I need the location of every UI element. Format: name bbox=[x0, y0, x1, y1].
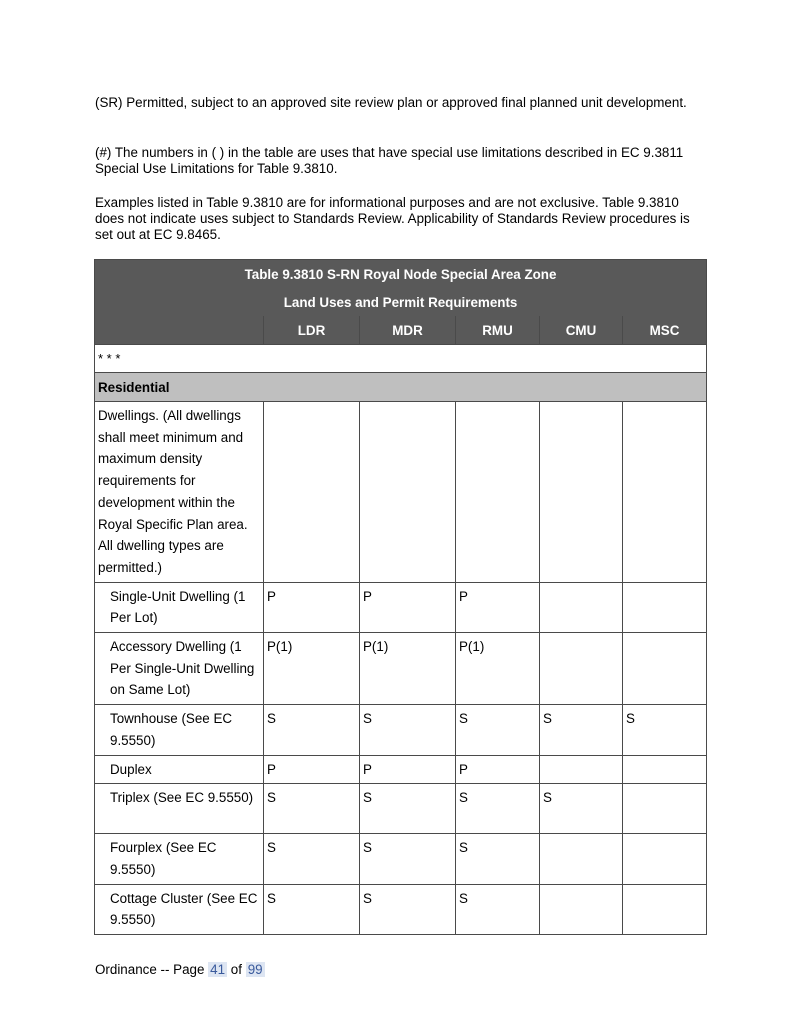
permit-cell bbox=[540, 402, 623, 583]
permit-cell: P bbox=[456, 755, 540, 784]
permit-cell: P bbox=[456, 582, 540, 632]
column-header-mdr: MDR bbox=[360, 316, 456, 345]
table-row bbox=[95, 705, 707, 755]
permit-cell bbox=[540, 633, 623, 705]
table-title: Table 9.3810 S-RN Royal Node Special Area Zone bbox=[95, 260, 707, 289]
permit-cell bbox=[540, 834, 623, 884]
footer-of: of bbox=[230, 962, 242, 977]
current-page-number: 41 bbox=[210, 962, 226, 977]
permit-cell: S bbox=[456, 705, 540, 755]
page-footer bbox=[95, 962, 265, 977]
permit-cell: P(1) bbox=[456, 633, 540, 705]
column-header-msc: MSC bbox=[623, 316, 707, 345]
permit-cell bbox=[623, 402, 707, 583]
permit-cell bbox=[540, 755, 623, 784]
permit-cell: S bbox=[623, 705, 707, 755]
omitted-rows-marker: * * * bbox=[95, 345, 707, 373]
column-header-use bbox=[95, 316, 264, 345]
table-row bbox=[95, 633, 707, 705]
permit-cell: S bbox=[360, 834, 456, 884]
column-header-rmu: RMU bbox=[456, 316, 540, 345]
land-use-table bbox=[94, 259, 707, 935]
use-cell: Townhouse (See EC 9.5550) bbox=[95, 705, 264, 755]
use-cell: Accessory Dwelling (1 Per Single-Unit Dwelling on Same Lot) bbox=[95, 633, 264, 705]
permit-cell bbox=[540, 884, 623, 934]
use-cell: Fourplex (See EC 9.5550) bbox=[95, 834, 264, 884]
permit-cell bbox=[623, 633, 707, 705]
permit-cell bbox=[360, 402, 456, 583]
permit-cell: S bbox=[264, 884, 360, 934]
permit-cell bbox=[623, 884, 707, 934]
use-cell: Single-Unit Dwelling (1 Per Lot) bbox=[95, 582, 264, 632]
table-row bbox=[95, 834, 707, 884]
permit-cell: P(1) bbox=[360, 633, 456, 705]
section-header-residential: Residential bbox=[95, 373, 707, 402]
permit-cell: S bbox=[360, 784, 456, 834]
table-subtitle: Land Uses and Permit Requirements bbox=[95, 288, 707, 316]
permit-cell: S bbox=[540, 705, 623, 755]
table-row bbox=[95, 582, 707, 632]
permit-cell: S bbox=[456, 834, 540, 884]
table-row bbox=[95, 755, 707, 784]
footer-label: Ordinance -- Page bbox=[95, 962, 205, 977]
use-cell: Dwellings. (All dwellings shall meet minimum and maximum density requirements for development within the Royal Specific Plan area. All dwelling types are permitted.) bbox=[95, 402, 264, 583]
table-row bbox=[95, 784, 707, 834]
permit-cell bbox=[623, 834, 707, 884]
permit-cell: P bbox=[360, 755, 456, 784]
permit-cell bbox=[623, 582, 707, 632]
permit-cell: P bbox=[264, 755, 360, 784]
permit-cell: S bbox=[456, 884, 540, 934]
permit-cell bbox=[264, 402, 360, 583]
use-cell: Duplex bbox=[95, 755, 264, 784]
permit-cell: S bbox=[456, 784, 540, 834]
paragraph-special-use-note: (#) The numbers in ( ) in the table are uses that have special use limitations described in EC 9.3811 Special Use Limitations for Table 9.3810. bbox=[95, 145, 684, 176]
table-row bbox=[95, 884, 707, 934]
paragraph-sr-definition: (SR) Permitted, subject to an approved site review plan or approved final planned unit development. bbox=[95, 95, 687, 110]
permit-cell bbox=[456, 402, 540, 583]
use-cell: Cottage Cluster (See EC 9.5550) bbox=[95, 884, 264, 934]
table-row bbox=[95, 402, 707, 583]
permit-cell: S bbox=[360, 884, 456, 934]
permit-cell bbox=[623, 755, 707, 784]
total-page-count: 99 bbox=[247, 962, 263, 977]
permit-cell bbox=[540, 582, 623, 632]
permit-cell bbox=[623, 784, 707, 834]
permit-cell: P bbox=[360, 582, 456, 632]
column-header-ldr: LDR bbox=[264, 316, 360, 345]
permit-cell: S bbox=[264, 705, 360, 755]
permit-cell: S bbox=[264, 784, 360, 834]
permit-cell: S bbox=[264, 834, 360, 884]
permit-cell: S bbox=[360, 705, 456, 755]
column-header-cmu: CMU bbox=[540, 316, 623, 345]
permit-cell: P bbox=[264, 582, 360, 632]
paragraph-examples-note: Examples listed in Table 9.3810 are for informational purposes and are not exclusive. Table 9.3810 does not indicate uses subject to Standards Review. Applicability of Standards Review procedures is set out at EC 9.8465. bbox=[95, 195, 690, 242]
use-cell: Triplex (See EC 9.5550) bbox=[95, 784, 264, 834]
permit-cell: S bbox=[540, 784, 623, 834]
permit-cell: P(1) bbox=[264, 633, 360, 705]
